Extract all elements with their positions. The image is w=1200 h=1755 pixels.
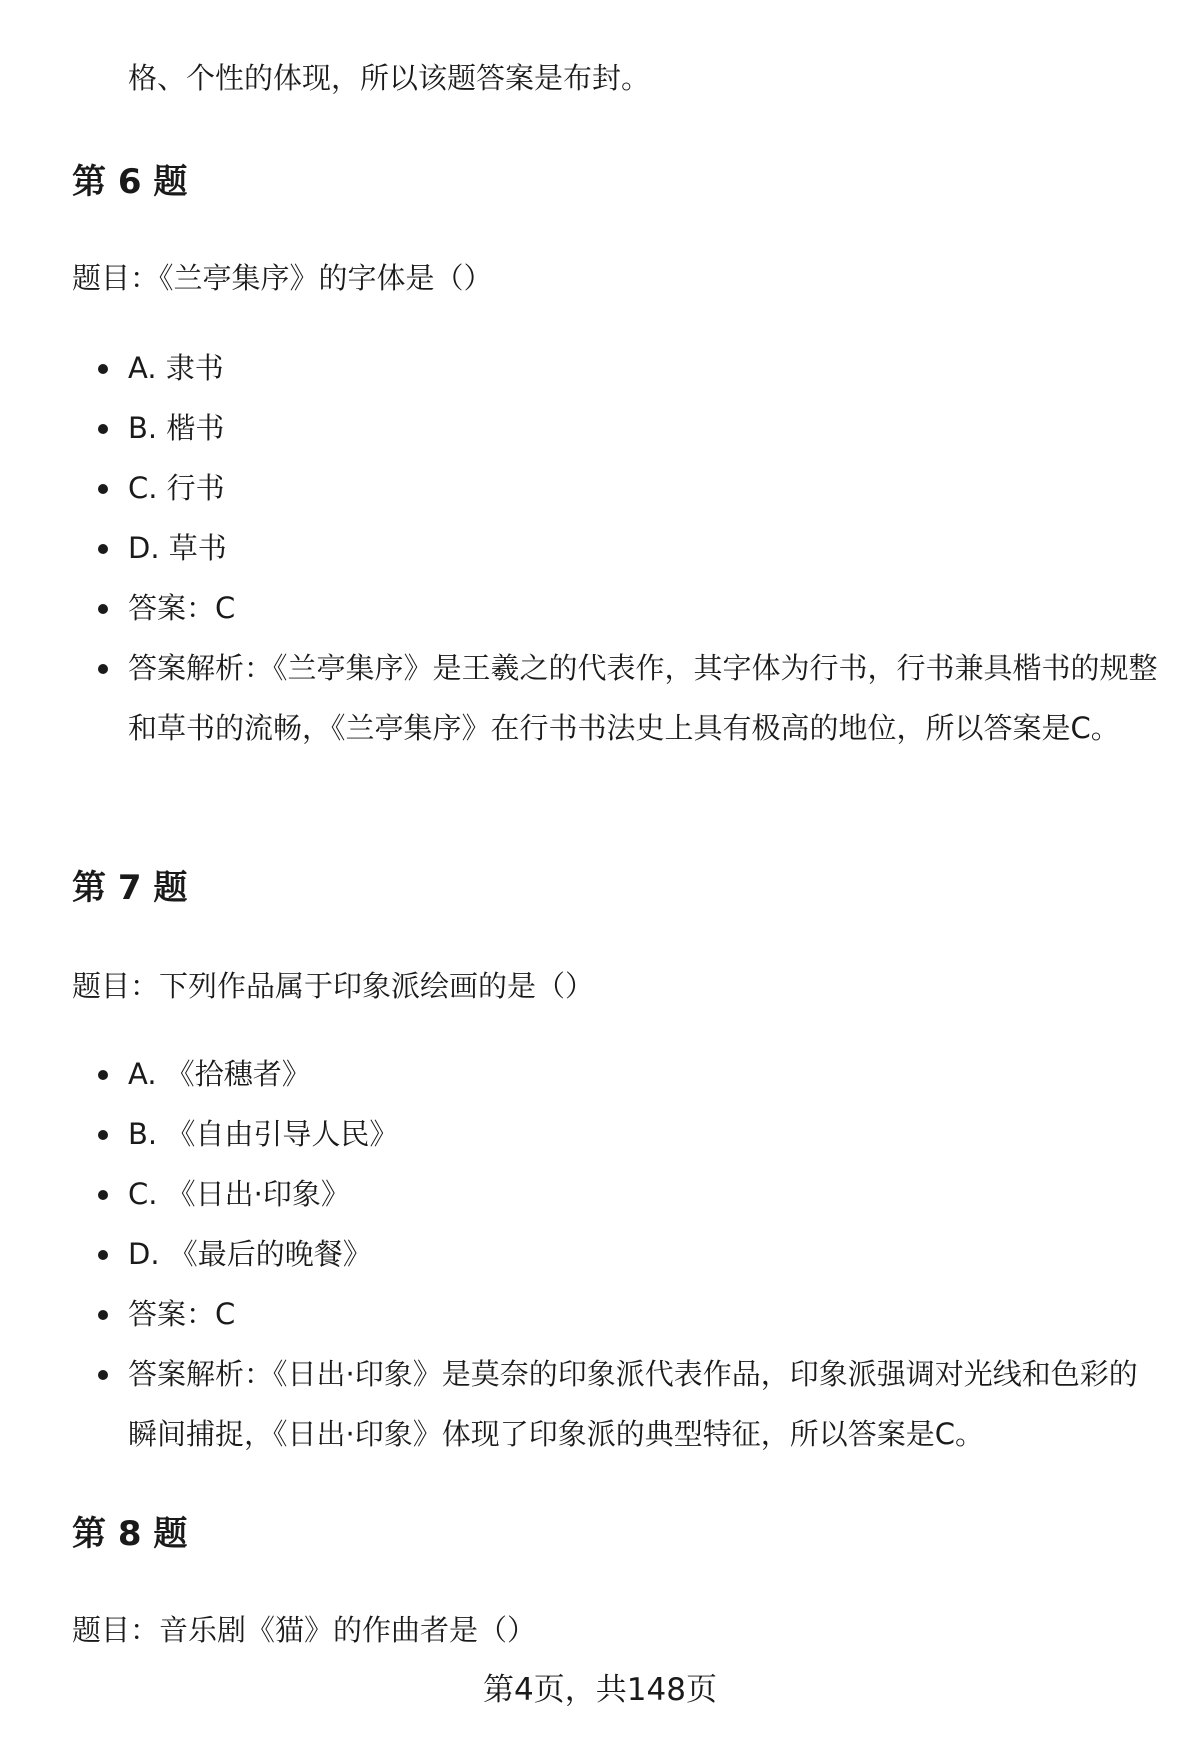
answer-item: 答案：C bbox=[128, 1297, 236, 1331]
bullet-dot bbox=[98, 1250, 108, 1260]
option-item: D. 《最后的晚餐》 bbox=[128, 1237, 372, 1271]
explanation-item: 答案解析：《日出·印象》是莫奈的印象派代表作品，印象派强调对光线和色彩的瞬间捕捉，《日出·印象》体现了印象派的典型特征，所以答案是C。 bbox=[128, 1357, 1138, 1451]
bullet-dot bbox=[98, 544, 108, 554]
bullet-dot bbox=[98, 1190, 108, 1200]
option-item: B. 楷书 bbox=[128, 411, 225, 445]
option-item: D. 草书 bbox=[128, 531, 227, 565]
option-item: B. 《自由引导人民》 bbox=[128, 1117, 399, 1151]
bullet-dot bbox=[98, 424, 108, 434]
bullet-dot bbox=[98, 1130, 108, 1140]
page-footer: 第4页，共148页 bbox=[483, 1672, 717, 1708]
bullet-dot bbox=[98, 1070, 108, 1080]
question-title: 题目：下列作品属于印象派绘画的是（） bbox=[72, 969, 595, 1003]
option-item: C. 行书 bbox=[128, 471, 225, 505]
bullet-dot bbox=[98, 1370, 108, 1380]
explanation-item: 答案解析：《兰亭集序》是王羲之的代表作，其字体为行书，行书兼具楷书的规整和草书的流畅，《兰亭集序》在行书书法史上具有极高的地位，所以答案是C。 bbox=[128, 651, 1158, 745]
bullet-dot bbox=[98, 604, 108, 614]
bullet-dot bbox=[98, 664, 108, 674]
bullet-dot bbox=[98, 484, 108, 494]
answer-item: 答案：C bbox=[128, 591, 236, 625]
option-item: A. 隶书 bbox=[128, 351, 224, 385]
bullet-dot bbox=[98, 364, 108, 374]
question-heading: 第 8 题 bbox=[72, 1514, 188, 1554]
question-heading: 第 6 题 bbox=[72, 162, 188, 202]
continuation-text: 格、个性的体现，所以该题答案是布封。 bbox=[128, 61, 651, 95]
question-title: 题目：《兰亭集序》的字体是（） bbox=[72, 261, 493, 295]
option-item: A. 《拾穗者》 bbox=[128, 1057, 311, 1091]
option-item: C. 《日出·印象》 bbox=[128, 1177, 350, 1211]
question-heading: 第 7 题 bbox=[72, 868, 188, 908]
bullet-dot bbox=[98, 1310, 108, 1320]
question-title: 题目：音乐剧《猫》的作曲者是（） bbox=[72, 1613, 537, 1647]
